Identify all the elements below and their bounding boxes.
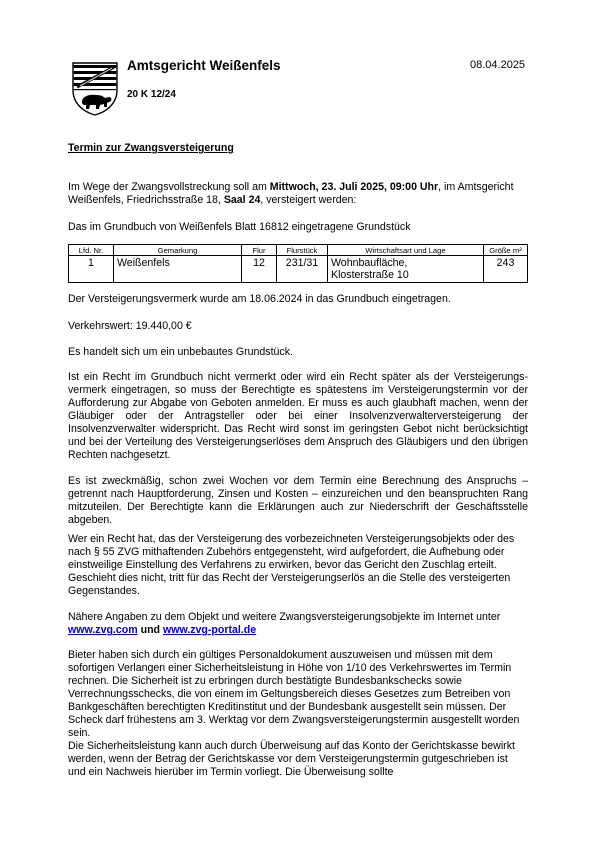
file-number: 20 K 12/24 [127, 89, 176, 100]
intro-middle: , im Amtsgericht Weißenfels, Friedrichsstraße 18, [68, 181, 514, 206]
table-header: Lfd. Nr. [69, 245, 114, 256]
zvg-portal-link[interactable]: www.zvg-portal.de [162, 624, 257, 636]
table-header-row [69, 245, 528, 256]
zweckmaessig-paragraph: Es ist zweckmäßig, schon zwei Wochen vor dem Termin eine Berechnung des Anspruchs – getrennt nach Hauptforderung, Zinsen und Kosten – einzureichen und den beanspruchten Rang mitzuteilen. Der Berechtigte kann die Erklärungen auch zur Niederschrift der Geschäftsstelle abgeben. [68, 475, 528, 526]
intro-prefix: Im Wege der Zwangsvollstreckung soll am [68, 181, 270, 193]
property-table [68, 244, 528, 283]
coat-of-arms-icon [70, 60, 120, 116]
vermerk-paragraph: Der Versteigerungsvermerk wurde am 18.06.2024 in das Grundbuch eingetragen. [68, 293, 451, 305]
intro-suffix: , versteigert werden: [260, 194, 357, 206]
cell-lage-line1: Wohnbaufläche, [331, 257, 408, 269]
intro-paragraph [68, 181, 528, 207]
widerspruch-paragraph: Wer ein Recht hat, das der Versteigerung des vorbezeichneten Versteigerungsobjekts oder des nach § 55 ZVG mithaftenden Zubehörs entgegensteht, wird aufgefordert, die Aufhebung oder einstweilige Einstellung des Verfahrens zu erwirken, bevor das Gericht den Zuschlag erteilt. Geschieht dies nicht, tritt für das Recht der Versteigerungserlös an die Stelle des versteigerten Gegenstandes. [68, 533, 515, 597]
table-header: Flur [242, 245, 277, 256]
cell-lage [328, 256, 484, 283]
table-header: Flurstück [277, 245, 328, 256]
table-header: Wirtschaftsart und Lage [328, 245, 484, 256]
grundbuch-line: Das im Grundbuch von Weißenfels Blatt 16812 eingetragene Grundstück [68, 221, 411, 233]
table-header: Größe m² [484, 245, 528, 256]
link-joiner: und [137, 624, 163, 636]
cell-flur: 12 [242, 256, 277, 283]
cell-lage-line2: Klosterstraße 10 [331, 269, 409, 281]
zvg-com-link[interactable]: www.zvg.com [68, 624, 138, 636]
cell-gemarkung: Weißenfels [114, 256, 242, 283]
naehere-angaben-text: Nähere Angaben zu dem Objekt und weitere Zwangsversteigerungsobjekte im Internet unter [68, 611, 501, 623]
auction-room: Saal 24 [223, 194, 261, 206]
naehere-angaben-paragraph [68, 611, 528, 637]
cell-groesse: 243 [484, 256, 528, 283]
court-name: Amtsgericht Weißenfels [127, 58, 281, 73]
ueberweisung-paragraph: Die Sicherheitsleistung kann auch durch Überweisung auf das Konto der Gerichtskasse bewirkt werden, wenn der Betrag der Gerichtskasse vor dem Versteigerungstermin gutgeschrieben ist und ein Nachweis hierüber im Termin vorliegt. Die Überweisung sollte [68, 740, 515, 778]
sicherheit-paragraph: Bieter haben sich durch ein gültiges Personaldokument auszuweisen und müssen mit dem sofortigen Verlangen einer Sicherheitsleistung in Höhe von 1/10 des Verkehrswertes im Termin rechnen. Die Sicherheit ist zu erbringen durch bestätigte Bundesbankschecks sowie Verrechnungsschecks, die von einem im Geltungsbereich dieses Gesetzes zum Betreiben von Bankgeschäften berechtigten Kreditinstitut und der Bundesbank ausgestellt sein müssen. Der Scheck darf frühestens am 3. Werktag vor dem Zwangsversteigerungstermin ausgestellt worden sein. [68, 649, 520, 739]
unbebaut-paragraph: Es handelt sich um ein unbebautes Grundstück. [68, 346, 293, 358]
document-heading: Termin zur Zwangsversteigerung [68, 142, 234, 154]
document-date: 08.04.2025 [470, 59, 526, 71]
cell-lfd-nr: 1 [69, 256, 114, 283]
cell-flurstueck: 231/31 [277, 256, 328, 283]
table-header: Gemarkung [114, 245, 242, 256]
rechte-paragraph: Ist ein Recht im Grundbuch nicht vermerkt oder wird ein Recht später als der Versteigerungs-vermerk eingetragen, so muss der Berechtigte es spätestens im Versteigerungstermin vor der Aufforderung zur Abgabe von Geboten anmelden. Er muss es auch glaubhaft machen, wenn der Gläubiger oder der Antragsteller oder bei einer Insolvenzverwalterversteigerung der Insolvenzverwalter widerspricht. Das Recht wird sonst im geringsten Gebot nicht berücksichtigt und bei der Verteilung des Versteigerungserlöses dem Anspruch des Gläubigers und den übrigen Rechten nachgesetzt. [68, 371, 528, 461]
table-row [69, 256, 528, 283]
verkehrswert-paragraph: Verkehrswert: 19.440,00 € [68, 320, 192, 332]
auction-date: Mittwoch, 23. Juli 2025, 09:00 Uhr [269, 181, 439, 193]
